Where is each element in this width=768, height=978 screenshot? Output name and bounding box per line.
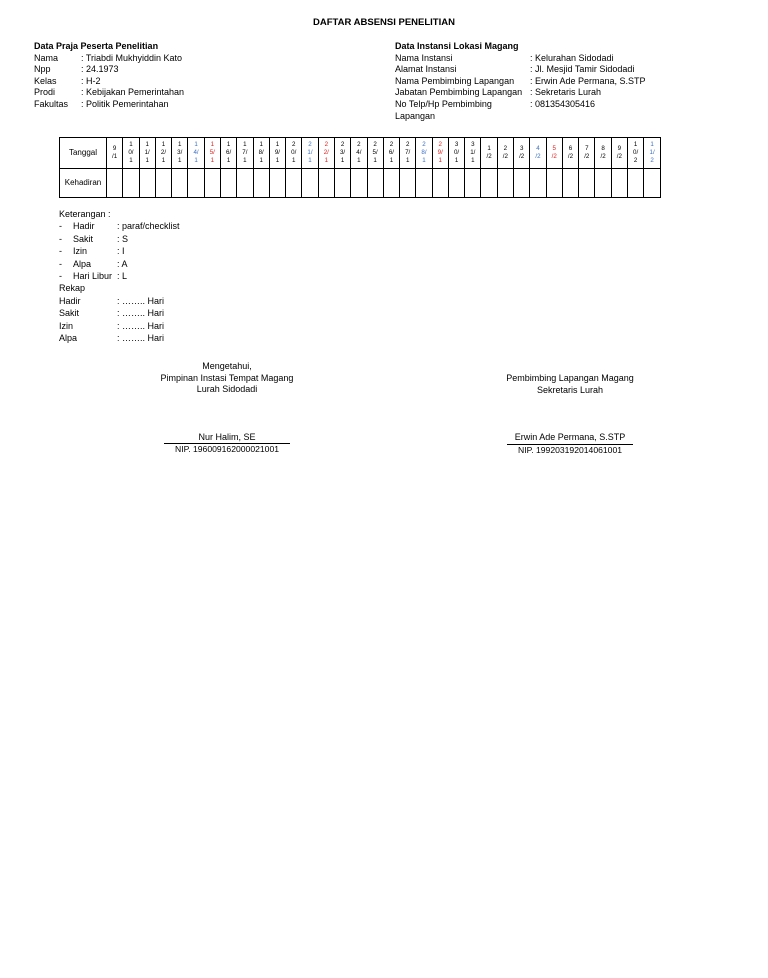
attendance-cell[interactable] xyxy=(188,169,204,198)
instansi-label: Nama Instansi xyxy=(395,52,453,63)
date-cell xyxy=(481,138,497,169)
date-cell xyxy=(220,138,236,169)
date-cell-line: 1 xyxy=(340,157,345,165)
date-cell-line: 1/ xyxy=(307,148,313,156)
date-cell-line: 1 xyxy=(129,157,133,165)
date-cell-line: 1 xyxy=(471,157,475,165)
instansi-value: : Kelurahan Sidodadi xyxy=(530,52,614,63)
legend-dash: - xyxy=(59,271,62,282)
attendance-cell[interactable] xyxy=(465,169,481,198)
date-cell xyxy=(367,138,383,169)
attendance-cell[interactable] xyxy=(562,169,578,198)
date-cell-line: 7/ xyxy=(405,148,411,156)
date-cell-line: 0/ xyxy=(291,148,297,156)
legend-value: : S xyxy=(117,233,129,244)
rekap-value: : …….. Hari xyxy=(117,333,165,344)
date-cell-line: 2 xyxy=(373,140,377,148)
date-cell-line: 1 xyxy=(243,157,247,165)
date-cell-line: 1 xyxy=(178,140,182,148)
legend-name: Alpa xyxy=(73,258,92,269)
date-cell-line: 7 xyxy=(585,144,589,152)
attendance-cell[interactable] xyxy=(579,169,595,198)
date-cell xyxy=(172,138,188,169)
date-cell-line: /2 xyxy=(567,153,574,160)
date-cell-line: 2 xyxy=(650,157,654,165)
date-cell-line: /2 xyxy=(600,153,606,160)
attendance-cell[interactable] xyxy=(172,169,188,198)
date-cell-line: 1 xyxy=(161,157,166,165)
sig-right-name: Erwin Ade Permana, S.STP xyxy=(507,432,634,445)
date-cell xyxy=(139,138,155,169)
date-cell xyxy=(269,138,285,169)
date-cell-line: /2 xyxy=(519,153,525,160)
praja-value: : Politik Pemerintahan xyxy=(81,98,169,109)
date-cell-line: 2 xyxy=(324,140,329,148)
legend-value: : I xyxy=(117,246,125,257)
attendance-cell[interactable] xyxy=(155,169,171,198)
praja-row xyxy=(34,76,184,88)
date-cell-line: 1 xyxy=(275,157,280,165)
date-cell xyxy=(644,138,661,169)
date-cell-line: 9 xyxy=(112,144,117,152)
instansi-row xyxy=(395,76,646,88)
praja-value: : Triabdi Mukhyiddin Kato xyxy=(81,52,183,63)
instansi-label: No Telp/Hp Pembimbing xyxy=(395,98,492,109)
legend-dash: - xyxy=(59,258,62,269)
rekap-name: Izin xyxy=(59,320,74,331)
date-cell-line: 1/ xyxy=(144,148,150,156)
date-cell xyxy=(611,138,627,169)
date-cell-line: 1 xyxy=(129,140,133,148)
attendance-cell[interactable] xyxy=(139,169,155,198)
rekap-item xyxy=(59,307,180,319)
date-row xyxy=(60,138,661,169)
rekap-item xyxy=(59,320,180,332)
date-cell-line: 1/ xyxy=(470,148,476,156)
rekap-value: : …….. Hari xyxy=(117,295,165,306)
legend-item xyxy=(59,220,180,232)
attendance-cell[interactable] xyxy=(432,169,448,198)
attendance-cell[interactable] xyxy=(514,169,530,198)
rekap-item xyxy=(59,295,180,307)
date-cell-line: 1 xyxy=(650,140,654,148)
date-cell-line: 2 xyxy=(357,140,361,148)
date-cell-line: 1 xyxy=(308,157,312,165)
date-cell-line: 2 xyxy=(438,140,442,148)
date-cell-line: 3/ xyxy=(339,148,346,156)
date-cell-line: 1 xyxy=(633,140,638,148)
date-cell-line: 1 xyxy=(324,157,329,165)
attendance-cell[interactable] xyxy=(628,169,644,198)
legend-item xyxy=(59,258,180,270)
date-cell-line: 1 xyxy=(226,140,231,148)
date-cell-line: 6/ xyxy=(388,148,394,156)
date-cell xyxy=(514,138,530,169)
legend-section xyxy=(59,208,180,344)
praja-label: Kelas xyxy=(34,75,57,86)
date-cell-line: 1 xyxy=(210,140,215,148)
date-cell-line: 0/ xyxy=(128,148,134,156)
date-cell xyxy=(253,138,269,169)
attendance-cell[interactable] xyxy=(123,169,139,198)
date-cell xyxy=(448,138,464,169)
attendance-cell[interactable] xyxy=(546,169,562,198)
date-cell-line: 2 xyxy=(389,140,394,148)
date-cell xyxy=(123,138,139,169)
instansi-value: : 081354305416 xyxy=(530,98,596,109)
date-cell xyxy=(204,138,220,169)
date-cell xyxy=(188,138,204,169)
praja-value: : 24.1973 xyxy=(81,64,119,75)
date-cell-line: 1 xyxy=(161,140,166,148)
praja-value: : H-2 xyxy=(81,75,101,86)
instansi-row xyxy=(395,111,646,123)
praja-row xyxy=(34,99,184,111)
date-cell xyxy=(579,138,595,169)
date-cell-line: 1 xyxy=(405,157,410,165)
date-cell xyxy=(107,138,123,169)
sig-right-line2: Sekretaris Lurah xyxy=(536,384,604,395)
instansi-heading: Data Instansi Lokasi Magang xyxy=(395,41,519,51)
kehadiran-label: Kehadiran xyxy=(60,169,107,198)
date-cell-line: 1 xyxy=(487,144,491,152)
date-cell-line: 2 xyxy=(308,140,312,148)
date-cell-line: 1 xyxy=(292,157,296,165)
sig-left-line3: Lurah Sidodadi xyxy=(196,384,258,395)
date-cell-line: 9 xyxy=(617,144,622,152)
date-cell-line: 2/ xyxy=(323,148,329,156)
praja-label: Fakultas xyxy=(34,98,69,109)
date-cell xyxy=(595,138,611,169)
date-cell-line: 8/ xyxy=(258,148,264,156)
date-cell-line: 4/ xyxy=(193,148,199,156)
instansi-label: Lapangan xyxy=(395,110,436,121)
date-cell-line: 1/ xyxy=(649,148,655,156)
date-cell-line: /2 xyxy=(502,153,508,160)
date-cell-line: 1 xyxy=(178,157,182,165)
date-cell xyxy=(383,138,399,169)
date-cell-line: 8/ xyxy=(421,148,427,156)
attendance-cell[interactable] xyxy=(204,169,220,198)
date-cell-line: 2 xyxy=(405,140,410,148)
date-cell-line: 2 xyxy=(340,140,345,148)
date-cell-line: 4 xyxy=(536,144,540,152)
sig-right-nip: NIP. 199203192014061001 xyxy=(517,444,623,455)
sig-right-line1: Pembimbing Lapangan Magang xyxy=(506,373,634,383)
date-cell-line: 1 xyxy=(389,157,394,165)
sig-left-name: Nur Halim, SE xyxy=(164,432,289,445)
attendance-cell[interactable] xyxy=(220,169,236,198)
date-cell xyxy=(318,138,334,169)
legend-dash: - xyxy=(59,233,62,244)
attendance-cell[interactable] xyxy=(644,169,661,198)
praja-label: Nama xyxy=(34,52,59,63)
date-cell-line: 1 xyxy=(438,157,442,165)
date-cell xyxy=(530,138,546,169)
date-cell-line: 1 xyxy=(210,157,215,165)
date-cell-line: 1 xyxy=(357,157,361,165)
instansi-row xyxy=(395,99,646,111)
attendance-table xyxy=(59,137,661,198)
date-cell-line: 1 xyxy=(275,140,280,148)
attendance-cell[interactable] xyxy=(400,169,416,198)
attendance-cell[interactable] xyxy=(416,169,432,198)
date-cell-line: 6 xyxy=(568,144,573,152)
rekap-heading: Rekap xyxy=(59,283,86,294)
attendance-cell[interactable] xyxy=(481,169,497,198)
date-cell-line: 8 xyxy=(601,144,605,152)
date-cell xyxy=(351,138,367,169)
date-cell xyxy=(155,138,171,169)
date-cell-line: 1 xyxy=(259,140,263,148)
sig-left-line2: Pimpinan Instasi Tempat Magang xyxy=(160,372,294,383)
attendance-row xyxy=(60,169,661,198)
rekap-item xyxy=(59,332,180,344)
instansi-row xyxy=(395,87,646,99)
praja-row xyxy=(34,53,184,65)
attendance-cell[interactable] xyxy=(367,169,383,198)
date-cell-line: 0/ xyxy=(453,148,460,156)
document-title: DAFTAR ABSENSI PENELITIAN xyxy=(313,17,455,28)
instansi-label: Nama Pembimbing Lapangan xyxy=(395,75,515,86)
date-cell-line: /2 xyxy=(616,153,622,160)
date-cell-line: 2 xyxy=(633,157,638,165)
date-cell-line: 1 xyxy=(243,140,247,148)
date-cell xyxy=(400,138,416,169)
attendance-cell[interactable] xyxy=(595,169,611,198)
date-cell-line: /2 xyxy=(551,153,557,160)
attendance-cell[interactable] xyxy=(302,169,318,198)
date-cell xyxy=(546,138,562,169)
signature-left xyxy=(150,361,304,456)
date-cell-line: 1 xyxy=(194,157,198,165)
date-cell-line: 3 xyxy=(454,140,459,148)
legend-name: Hadir xyxy=(73,221,95,232)
instansi-row xyxy=(395,53,646,65)
rekap-name: Hadir xyxy=(59,295,81,306)
instansi-value: : Jl. Mesjid Tamir Sidodadi xyxy=(530,64,635,75)
legend-value: : A xyxy=(117,258,128,269)
date-cell-line: 1 xyxy=(145,140,149,148)
rekap-name: Sakit xyxy=(59,308,80,319)
legend-name: Hari Libur xyxy=(73,271,113,282)
praja-label: Prodi xyxy=(34,87,56,98)
date-cell-line: 1 xyxy=(145,157,149,165)
date-cell-line: 1 xyxy=(373,157,377,165)
instansi-info xyxy=(395,41,646,122)
instansi-label: Jabatan Pembimbing Lapangan xyxy=(395,87,523,98)
keterangan-heading: Keterangan : xyxy=(59,209,111,219)
attendance-cell[interactable] xyxy=(253,169,269,198)
instansi-value: : Erwin Ade Permana, S.STP xyxy=(530,75,646,86)
signature-right xyxy=(490,373,650,456)
tanggal-label: Tanggal xyxy=(60,138,107,169)
date-cell xyxy=(286,138,302,169)
legend-item xyxy=(59,245,180,257)
praja-row xyxy=(34,87,184,99)
praja-heading: Data Praja Peserta Penelitian xyxy=(34,41,159,51)
date-cell-line: 1 xyxy=(226,157,231,165)
date-cell-line: 7/ xyxy=(242,148,248,156)
instansi-label: Alamat Instansi xyxy=(395,64,457,75)
date-cell-line: 4/ xyxy=(356,148,362,156)
date-cell-line: 3 xyxy=(519,144,524,152)
date-cell xyxy=(334,138,350,169)
date-cell-line: 1 xyxy=(194,140,198,148)
date-cell xyxy=(416,138,432,169)
legend-item xyxy=(59,233,180,245)
legend-value: : L xyxy=(117,271,128,282)
date-cell-line: 0/ xyxy=(633,148,639,156)
attendance-cell[interactable] xyxy=(448,169,464,198)
attendance-cell[interactable] xyxy=(334,169,350,198)
date-cell-line: 5/ xyxy=(209,148,215,156)
sig-left-line1: Mengetahui, xyxy=(202,361,252,371)
attendance-cell[interactable] xyxy=(286,169,302,198)
date-cell-line: 5/ xyxy=(372,148,378,156)
date-cell-line: 3 xyxy=(471,140,475,148)
date-cell xyxy=(628,138,644,169)
legend-item xyxy=(59,270,180,282)
attendance-cell[interactable] xyxy=(351,169,367,198)
praja-row xyxy=(34,64,184,76)
date-cell-line: 1 xyxy=(259,157,263,165)
date-cell-line: /2 xyxy=(535,153,541,160)
date-cell-line: 5 xyxy=(552,144,556,152)
date-cell-line: 2 xyxy=(503,144,508,152)
date-cell-line: 6/ xyxy=(226,148,232,156)
legend-dash: - xyxy=(59,221,62,232)
date-cell-line: /2 xyxy=(584,153,590,160)
date-cell-line: 3/ xyxy=(177,148,183,156)
attendance-cell[interactable] xyxy=(107,169,123,198)
date-cell-line: 2 xyxy=(422,140,426,148)
date-cell xyxy=(497,138,513,169)
rekap-value: : …….. Hari xyxy=(117,308,165,319)
date-cell-line: 1 xyxy=(454,157,459,165)
date-cell xyxy=(302,138,318,169)
date-cell-line: 2/ xyxy=(160,148,167,156)
date-cell-line: /2 xyxy=(486,153,492,160)
date-cell-line: 9/ xyxy=(437,148,443,156)
rekap-value: : …….. Hari xyxy=(117,320,165,331)
praja-label: Npp xyxy=(34,64,51,75)
attendance-cell[interactable] xyxy=(269,169,285,198)
attendance-cell[interactable] xyxy=(530,169,546,198)
date-cell xyxy=(465,138,481,169)
date-cell-line: 1 xyxy=(422,157,426,165)
date-cell xyxy=(562,138,578,169)
praja-value: : Kebijakan Pemerintahan xyxy=(81,87,185,98)
attendance-cell[interactable] xyxy=(237,169,253,198)
attendance-cell[interactable] xyxy=(383,169,399,198)
legend-name: Sakit xyxy=(73,233,94,244)
date-cell-line: 9/ xyxy=(274,148,281,156)
legend-dash: - xyxy=(59,246,62,257)
sig-left-nip: NIP. 196009162000021001 xyxy=(174,444,280,455)
instansi-row xyxy=(395,64,646,76)
legend-value: : paraf/checklist xyxy=(117,221,180,232)
rekap-name: Alpa xyxy=(59,333,78,344)
date-cell-line: 2 xyxy=(292,140,296,148)
attendance-cell[interactable] xyxy=(318,169,334,198)
instansi-value: : Sekretaris Lurah xyxy=(530,87,602,98)
date-cell xyxy=(237,138,253,169)
praja-info xyxy=(34,41,184,111)
legend-name: Izin xyxy=(73,246,88,257)
attendance-cell[interactable] xyxy=(497,169,513,198)
date-cell xyxy=(432,138,448,169)
attendance-cell[interactable] xyxy=(611,169,627,198)
date-cell-line: /1 xyxy=(112,153,118,160)
